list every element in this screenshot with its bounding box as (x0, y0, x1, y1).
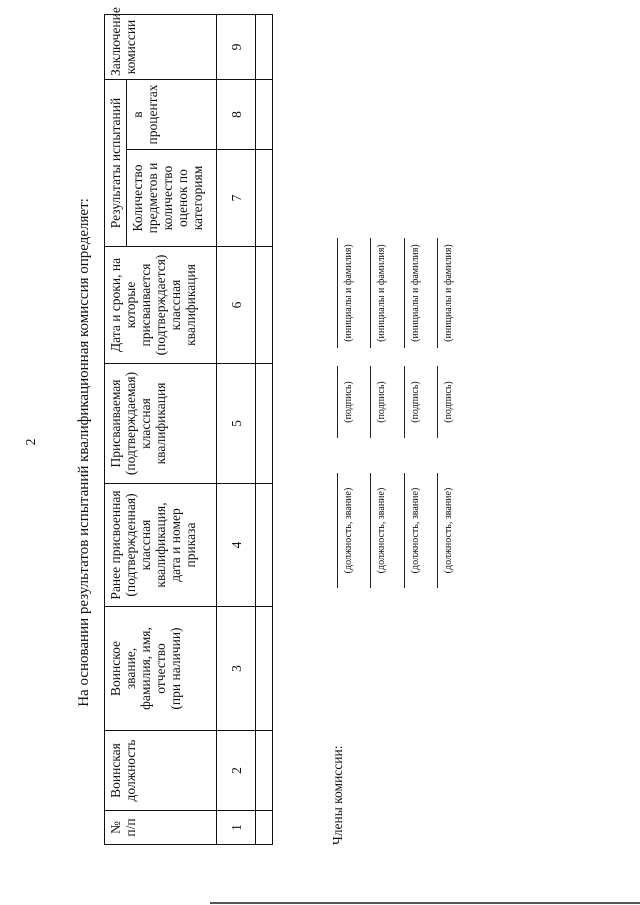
name-caption: (инициалы и фамилия) (410, 244, 421, 342)
empty-cell (256, 607, 273, 731)
header-line: классная (138, 398, 153, 449)
header-line: дата и номер (168, 508, 183, 582)
signature-line (370, 366, 371, 438)
header-line: Воинское (108, 641, 123, 696)
column-number: 4 (217, 484, 256, 607)
column-number: 8 (217, 80, 256, 150)
header-line: Присваиваемая (108, 379, 123, 468)
header-line: присваивается (138, 263, 153, 347)
name-caption: (инициалы и фамилия) (376, 244, 387, 342)
name-line (337, 238, 338, 348)
header-line: (подтверждаемая) (123, 371, 138, 476)
header-line: Дата и сроки, на (108, 257, 123, 353)
empty-cell (256, 15, 273, 80)
header-line: классная (168, 279, 183, 331)
header-lines (108, 367, 168, 480)
column-number: 1 (217, 811, 256, 845)
empty-cell (256, 731, 273, 811)
header-lines (108, 814, 138, 841)
position-line (404, 473, 405, 588)
empty-cell (256, 811, 273, 845)
scan-border-line (210, 902, 640, 904)
position-line (370, 473, 371, 588)
header-lines (108, 7, 138, 76)
column-number: 5 (217, 364, 256, 484)
name-line (370, 238, 371, 348)
header-line: предметов и (145, 162, 160, 234)
signature-caption: (подпись) (410, 381, 421, 423)
signature-line (437, 366, 438, 438)
column-number: 3 (217, 607, 256, 731)
header-number (105, 811, 217, 845)
header-lines (108, 487, 198, 603)
header-military-position (105, 731, 217, 811)
header-lines (108, 610, 183, 727)
name-line (404, 238, 405, 348)
empty-cell (256, 150, 273, 247)
page-number: 2 (24, 438, 39, 446)
header-lines (108, 250, 198, 360)
header-line: № (108, 821, 123, 834)
header-assigned-qualification (105, 364, 217, 484)
position-caption: (должность, звание) (410, 487, 421, 574)
header-line: классная (138, 519, 153, 571)
header-lines (130, 153, 205, 243)
qualification-results-table (104, 7, 273, 845)
header-line: квалификация (153, 382, 168, 465)
header-line: (подтвержденная) (123, 493, 138, 597)
signature-caption: (подпись) (343, 381, 354, 423)
empty-data-row (256, 15, 273, 845)
header-line: комиссии (123, 19, 138, 75)
empty-cell (256, 484, 273, 607)
column-numbers-row (217, 15, 256, 845)
position-caption: (должность, звание) (376, 487, 387, 574)
header-line: квалификация, (153, 502, 168, 588)
column-number: 6 (217, 247, 256, 364)
header-lines (130, 83, 160, 146)
signature-line (337, 366, 338, 438)
column-number: 9 (217, 15, 256, 80)
header-previous-qualification (105, 484, 217, 607)
intro-text: На основании результатов испытаний квалификационная комиссия определяет: (76, 198, 92, 707)
header-lines (108, 734, 138, 807)
position-caption: (должность, звание) (443, 487, 454, 574)
header-line: Заключение (108, 7, 123, 76)
header-line: процентах (145, 84, 160, 145)
header-line: Количество (130, 164, 145, 232)
header-line: категориям (190, 165, 205, 231)
name-line (437, 238, 438, 348)
header-line: Ранее присвоенная (108, 490, 123, 600)
empty-cell (256, 364, 273, 484)
header-line: количество (160, 165, 175, 231)
members-label: Члены комиссии: (330, 745, 345, 845)
column-number: 2 (217, 731, 256, 811)
empty-cell (256, 80, 273, 150)
header-percent (127, 80, 217, 150)
name-caption: (инициалы и фамилия) (343, 244, 354, 342)
header-dates-terms (105, 247, 217, 364)
column-number: 7 (217, 150, 256, 247)
header-line: которые (123, 281, 138, 329)
position-line (437, 473, 438, 588)
header-line: оценок по (175, 169, 190, 227)
name-caption: (инициалы и фамилия) (443, 244, 454, 342)
position-caption: (должность, звание) (343, 487, 354, 574)
header-line: (при наличии) (168, 627, 183, 710)
header-line: приказа (183, 522, 198, 568)
table-header-row (105, 15, 127, 845)
header-line: отчество (153, 643, 168, 694)
header-test-results: Результаты испытаний (105, 80, 127, 247)
header-commission-conclusion (105, 7, 217, 80)
signature-line (404, 366, 405, 438)
signature-caption: (подпись) (376, 381, 387, 423)
position-line (337, 473, 338, 588)
signature-caption: (подпись) (443, 381, 454, 423)
header-rank-name (105, 607, 217, 731)
header-line: п/п (123, 818, 138, 837)
header-subjects-count (127, 150, 217, 247)
header-line: должность (123, 739, 138, 802)
header-line: фамилия, имя, (138, 627, 153, 710)
header-line: (подтверждается) (153, 254, 168, 356)
header-line: звание, (123, 647, 138, 690)
empty-cell (256, 247, 273, 364)
header-line: квалификация (183, 264, 198, 346)
header-line: в (130, 111, 145, 118)
header-line: Воинская (108, 743, 123, 798)
